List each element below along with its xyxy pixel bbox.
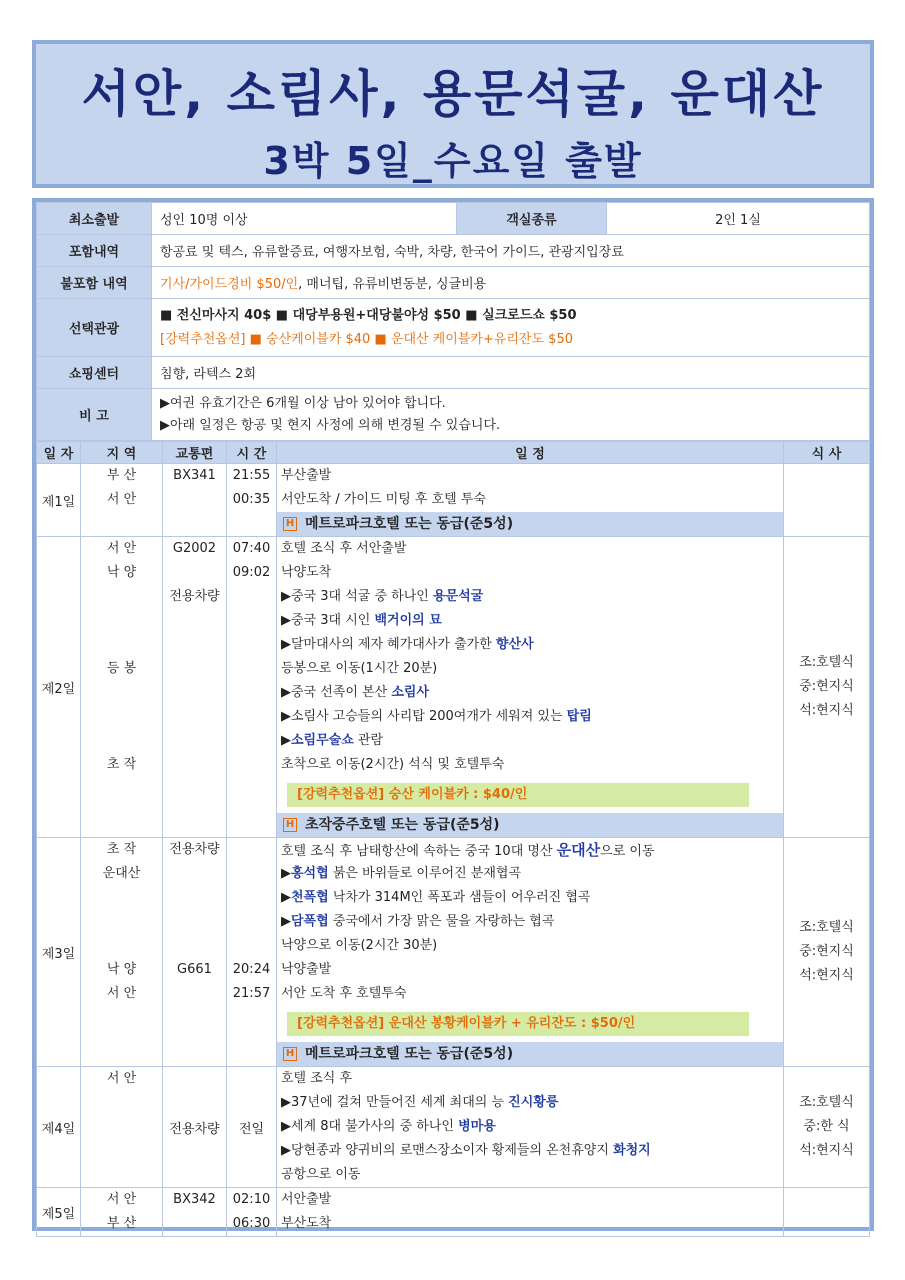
time: 21:57 xyxy=(232,986,271,1001)
itinerary-item: ▶중국 3대 석굴 중 하나인 용문석굴 xyxy=(281,589,484,604)
hotel-name: 초작중주호텔 또는 동급(준5성) xyxy=(305,817,500,833)
day1-transport xyxy=(163,464,227,537)
excluded-label: 불포함 내역 xyxy=(37,267,152,299)
meal: 조:호텔식 xyxy=(799,655,854,670)
excluded-value xyxy=(152,267,870,299)
day5-transport xyxy=(163,1188,227,1237)
day2-hotel xyxy=(277,813,783,837)
hotel-name: 메트로파크호텔 또는 동급(준5성) xyxy=(305,516,514,532)
header-time: 시 간 xyxy=(227,442,277,464)
day4-itinerary xyxy=(277,1067,784,1188)
day5-row xyxy=(37,1188,870,1237)
day5-meals xyxy=(784,1188,870,1237)
day1-meals xyxy=(784,464,870,537)
day4-regions xyxy=(81,1067,163,1188)
header-day: 일 자 xyxy=(37,442,81,464)
region: 서 안 xyxy=(106,1192,137,1207)
day4-meals xyxy=(784,1067,870,1188)
time: 20:24 xyxy=(232,962,271,977)
meal: 석:현지식 xyxy=(799,968,854,983)
day3-itinerary xyxy=(277,838,784,1067)
day2-label: 제2일 xyxy=(37,537,81,838)
meal: 중:현지식 xyxy=(799,679,854,694)
itinerary-item: ▶천폭협 낙차가 314M인 폭포과 샘들이 어우러진 협곡 xyxy=(281,890,591,905)
page-title: 서안, 소림사, 용문석굴, 운대산 xyxy=(81,65,825,123)
schedule-table xyxy=(36,441,870,1237)
day1-regions xyxy=(81,464,163,537)
day4-row xyxy=(37,1067,870,1188)
itinerary-item: ▶중국 선족이 본산 소림사 xyxy=(281,685,429,700)
day4-label: 제4일 xyxy=(37,1067,81,1188)
transport: 전용차량 xyxy=(169,842,220,857)
meal: 중:현지식 xyxy=(799,944,854,959)
itinerary-item: ▶소림사 고승들의 사리탑 200여개가 세워져 있는 탑림 xyxy=(281,709,592,724)
itinerary-item: 부산도착 xyxy=(281,1216,332,1231)
region: 초 작 xyxy=(106,757,137,772)
itinerary-item: ▶당현종과 양귀비의 로맨스장소이자 황제들의 온천휴양지 화청지 xyxy=(281,1143,651,1158)
itinerary-item: ▶37년에 걸쳐 만들어진 세계 최대의 능 진시황릉 xyxy=(281,1095,559,1110)
room-type-label: 객실종류 xyxy=(457,203,607,235)
min-departure-label: 최소출발 xyxy=(37,203,152,235)
hotel-icon: H xyxy=(283,1047,297,1061)
day2-meals xyxy=(784,537,870,838)
region: 서 안 xyxy=(106,986,137,1001)
hotel-name: 메트로파크호텔 또는 동급(준5성) xyxy=(305,1046,514,1062)
itinerary-item: ▶소림무술쇼 관람 xyxy=(281,733,384,748)
itinerary-item: 낙양도착 xyxy=(281,565,332,580)
region: 부 산 xyxy=(106,1216,137,1231)
room-type-value: 2인 1실 xyxy=(607,203,870,235)
region: 서 안 xyxy=(106,1071,137,1086)
itinerary-item: 등봉으로 이동(1시간 20분) xyxy=(281,661,438,676)
meal: 석:현지식 xyxy=(799,703,854,718)
time: 06:30 xyxy=(232,1216,271,1231)
optional-value xyxy=(152,299,870,357)
transport: BX342 xyxy=(173,1192,216,1207)
itinerary-item: ▶세계 8대 불가사의 중 하나인 병마용 xyxy=(281,1119,496,1134)
header-region: 지 역 xyxy=(81,442,163,464)
itinerary-item: 서안 도착 후 호텔투숙 xyxy=(281,986,407,1001)
itinerary-item: 서안출발 xyxy=(281,1192,332,1207)
day3-option-banner: [강력추천옵션] 운대산 봉황케이블카 + 유리잔도 : $50/인 xyxy=(287,1012,749,1036)
meal: 석:현지식 xyxy=(799,1143,854,1158)
day2-regions xyxy=(81,537,163,838)
itinerary-item: ▶중국 3대 시인 백거이의 묘 xyxy=(281,613,442,628)
hotel-icon: H xyxy=(283,517,297,531)
meal: 중:한 식 xyxy=(803,1119,850,1134)
day1-times xyxy=(227,464,277,537)
remarks-value xyxy=(152,389,870,441)
remarks-label: 비 고 xyxy=(37,389,152,441)
optional-label: 선택관광 xyxy=(37,299,152,357)
itinerary-item: ▶담폭협 중국에서 가장 맑은 물을 자랑하는 협곡 xyxy=(281,914,555,929)
day1-itinerary xyxy=(277,464,784,537)
day3-label: 제3일 xyxy=(37,838,81,1067)
day3-regions xyxy=(81,838,163,1067)
day5-times xyxy=(227,1188,277,1237)
time: 07:40 xyxy=(232,541,271,556)
hotel-icon: H xyxy=(283,818,297,832)
transport: BX341 xyxy=(173,468,216,483)
itinerary-item: ▶홍석협 붉은 바위들로 이루어진 분재협곡 xyxy=(281,866,522,881)
optional-line1: ■ 전신마사지 40$ ■ 대당부용원+대당불야성 $50 ■ 실크로드쇼 $50 xyxy=(160,307,577,323)
itinerary-item: 공항으로 이동 xyxy=(281,1167,361,1182)
title-banner xyxy=(32,40,874,188)
time: 21:55 xyxy=(232,468,271,483)
region: 서 안 xyxy=(106,541,137,556)
day4-transport: 전용차량 xyxy=(163,1067,227,1188)
header-meals: 식 사 xyxy=(784,442,870,464)
time: 09:02 xyxy=(232,565,271,580)
itinerary-item: 초착으로 이동(2시간) 석식 및 호텔투숙 xyxy=(281,757,505,772)
included-label: 포함내역 xyxy=(37,235,152,267)
info-table xyxy=(36,202,870,441)
day2-transport xyxy=(163,537,227,838)
transport: 전용차량 xyxy=(169,589,220,604)
day1-label: 제1일 xyxy=(37,464,81,537)
meal: 조:호텔식 xyxy=(799,920,854,935)
region: 낙 양 xyxy=(106,962,137,977)
excluded-rest: , 매너팁, 유류비변동분, 싱글비용 xyxy=(298,277,487,292)
itinerary-item: 낙양으로 이동(2시간 30분) xyxy=(281,938,438,953)
itinerary-item: 호텔 조식 후 서안출발 xyxy=(281,541,407,556)
day1-hotel xyxy=(277,512,783,536)
day3-hotel xyxy=(277,1042,783,1066)
region: 낙 양 xyxy=(106,565,137,580)
day3-row xyxy=(37,838,870,1067)
shopping-label: 쇼핑센터 xyxy=(37,357,152,389)
day4-time: 전일 xyxy=(227,1067,277,1188)
header-itinerary: 일 정 xyxy=(277,442,784,464)
day3-meals xyxy=(784,838,870,1067)
day5-label: 제5일 xyxy=(37,1188,81,1237)
day3-times xyxy=(227,838,277,1067)
region: 서 안 xyxy=(106,492,137,507)
header-transport: 교통편 xyxy=(163,442,227,464)
itinerary-item: 호텔 조식 후 xyxy=(281,1071,353,1086)
day2-row xyxy=(37,537,870,838)
time: 00:35 xyxy=(232,492,271,507)
itinerary-item: 부산출발 xyxy=(281,468,332,483)
remarks-line2: ▶아래 일정은 항공 및 현지 사정에 의해 변경될 수 있습니다. xyxy=(160,417,501,433)
itinerary-item: 서안도착 / 가이드 미팅 후 호텔 투숙 xyxy=(281,492,486,507)
day5-itinerary xyxy=(277,1188,784,1237)
region: 운대산 xyxy=(102,866,141,881)
itinerary-item: 호텔 조식 후 남태항산에 속하는 중국 10대 명산 운대산으로 이동 xyxy=(281,841,655,859)
time: 02:10 xyxy=(232,1192,271,1207)
itinerary-item: ▶달마대사의 제자 혜가대사가 출가한 향산사 xyxy=(281,637,534,652)
meal: 조:호텔식 xyxy=(799,1095,854,1110)
itinerary-frame xyxy=(32,198,874,1231)
remarks-line1: ▶여권 유효기간은 6개월 이상 남아 있어야 합니다. xyxy=(160,395,446,411)
itinerary-item: 낙양출발 xyxy=(281,962,332,977)
transport: G2002 xyxy=(172,541,217,556)
region: 초 작 xyxy=(106,842,137,857)
page-subtitle: 3박 5일_수요일 출발 xyxy=(263,139,643,183)
included-value: 항공료 및 텍스, 유류할증료, 여행자보험, 숙박, 차량, 한국어 가이드, 관광지입장료 xyxy=(152,235,870,267)
region: 등 봉 xyxy=(106,661,137,676)
day3-transport xyxy=(163,838,227,1067)
day2-itinerary xyxy=(277,537,784,838)
region: 부 산 xyxy=(106,468,137,483)
day2-times xyxy=(227,537,277,838)
transport: G661 xyxy=(177,962,212,977)
min-departure-value: 성인 10명 이상 xyxy=(152,203,457,235)
shopping-value: 침향, 라텍스 2회 xyxy=(152,357,870,389)
day2-option-banner: [강력추천옵션] 숭산 케이블카 : $40/인 xyxy=(287,783,749,807)
day1-row xyxy=(37,464,870,537)
day5-regions xyxy=(81,1188,163,1237)
optional-line2: [강력추천옵션] ■ 숭산케이블카 $40 ■ 운대산 케이블카+유리잔도 $50 xyxy=(160,331,573,347)
excluded-highlight: 기사/가이드경비 $50/인 xyxy=(160,277,299,292)
